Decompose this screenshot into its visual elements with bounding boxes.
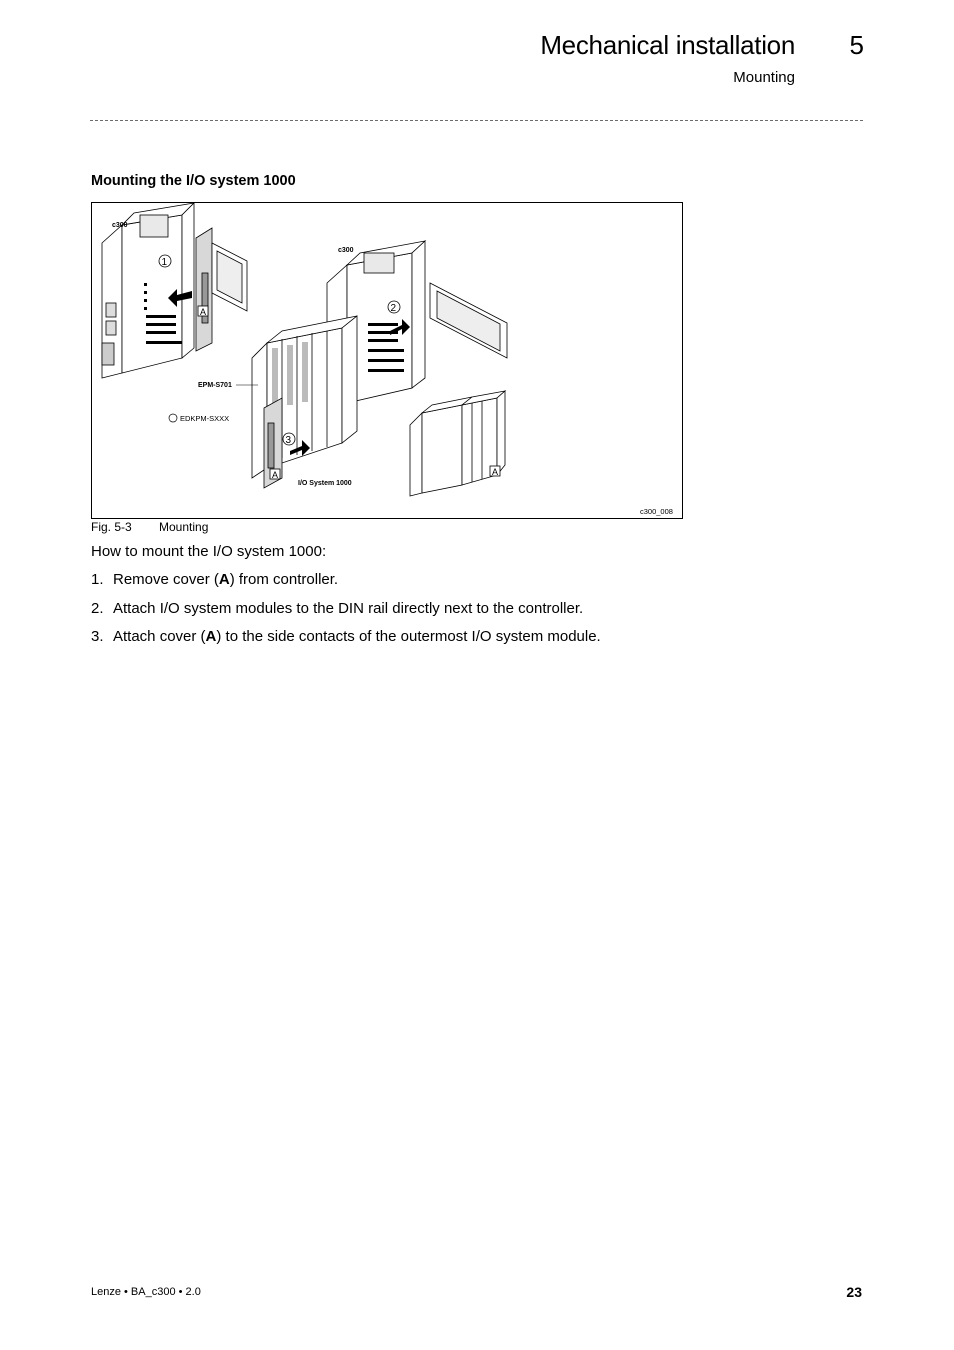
- figure-number: Fig. 5-3: [91, 520, 132, 534]
- instruction-step: 1. Remove cover (A) from controller.: [91, 571, 339, 588]
- figure-image-id: c300_008: [640, 507, 673, 516]
- instructions-intro: How to mount the I/O system 1000:: [91, 543, 327, 560]
- label-module: EPM-S701: [198, 382, 232, 389]
- label-cover-part: EDKPM-SXXX: [180, 414, 230, 423]
- subheading: Mounting the I/O system 1000: [91, 173, 296, 189]
- chapter-title: Mechanical installation: [540, 30, 795, 60]
- mounting-illustration: [92, 203, 682, 518]
- page-number: 23: [846, 1284, 862, 1300]
- section-title: Mounting: [733, 69, 795, 86]
- cover-letter-left: A: [200, 307, 207, 317]
- step-2-marker: 2: [390, 303, 397, 314]
- header-divider: [90, 120, 863, 121]
- label-controller-right: c300: [338, 247, 354, 254]
- step-3-marker: 3: [285, 435, 292, 446]
- step-1-marker: 1: [161, 257, 168, 268]
- label-io-system: I/O System 1000: [298, 480, 352, 487]
- instruction-step: 3. Attach cover (A) to the side contacts of the outermost I/O system module.: [91, 628, 601, 645]
- cover-letter-bottom: A: [272, 470, 279, 480]
- instruction-step: 2. Attach I/O system modules to the DIN rail directly next to the controller.: [91, 599, 584, 617]
- instruction-steps: [91, 571, 601, 657]
- label-controller-left: c300: [112, 222, 128, 229]
- mounting-figure: [91, 202, 683, 519]
- cover-letter-assembled: A: [492, 467, 499, 477]
- figure-caption-text: Mounting: [159, 520, 209, 534]
- footer-document-info: Lenze • BA_c300 • 2.0: [91, 1286, 201, 1298]
- chapter-number: 5: [849, 30, 864, 60]
- figure-caption: [91, 520, 208, 534]
